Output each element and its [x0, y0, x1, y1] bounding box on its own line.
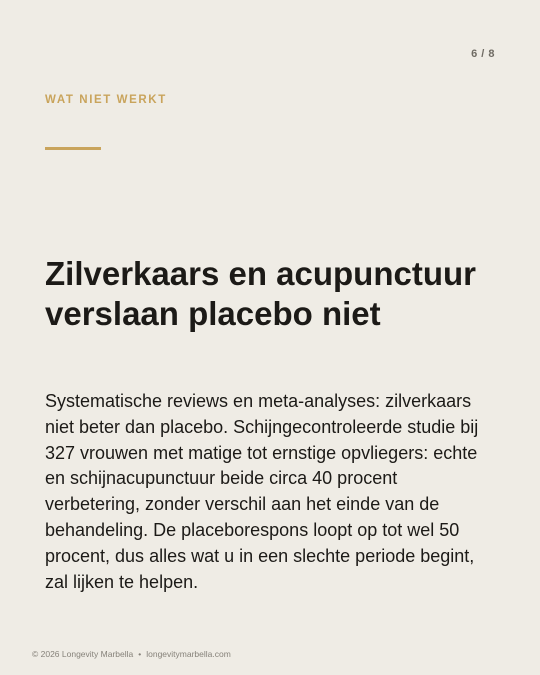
headline-line-1: Zilverkaars en acupunctuur [45, 255, 476, 292]
footer-copyright: © 2026 Longevity Marbella [32, 649, 134, 659]
page-counter: 6 / 8 [471, 48, 495, 60]
footer-separator: • [138, 649, 142, 659]
footer [32, 649, 231, 659]
body-paragraph: Systematische reviews en meta-analyses: zilverkaars niet beter dan placebo. Schijngecontroleerde studie bij 327 vrouwen met matige tot ernstige opvliegers: echte en schijnacupunctuur beide circa 40 procent verbetering, zonder verschil aan het einde van de behandeling. De placeborespons loopt op tot wel 50 procent, dus alles wat u in een slechte periode begint, zal lijken te helpen. [45, 391, 479, 592]
section-label: WAT NIET WERKT [45, 94, 167, 106]
headline [45, 254, 505, 334]
headline-line-2: verslaan placebo niet [45, 295, 381, 332]
footer-website-link[interactable]: longevitymarbella.com [146, 649, 231, 659]
accent-divider [45, 147, 101, 150]
